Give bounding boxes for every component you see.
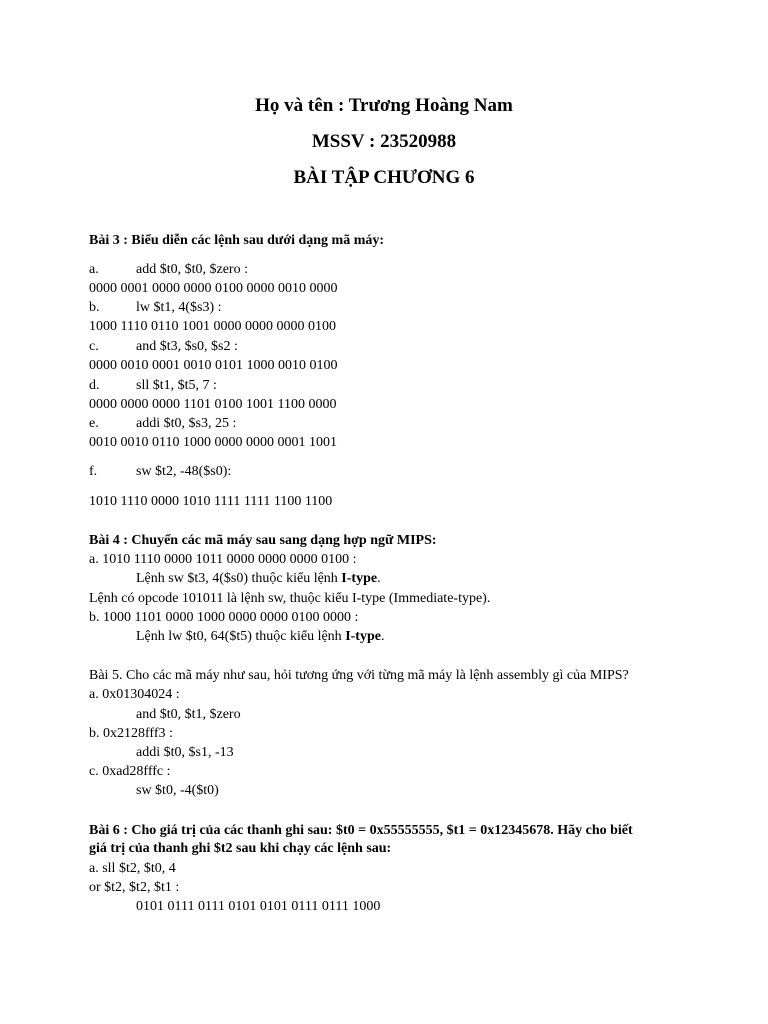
bai3-item-f: f. sw $t2, -48($s0): bbox=[89, 464, 232, 479]
bai6-line-a: a. sll $t2, $t0, 4 bbox=[89, 861, 176, 876]
bai3-code-d: 0000 0000 0000 1101 0100 1001 1100 0000 bbox=[89, 397, 337, 412]
bai5-code-a: a. 0x01304024 : bbox=[89, 687, 180, 702]
bai6-line-or: or $t2, $t2, $t1 : bbox=[89, 880, 180, 895]
student-name: Họ và tên : Trương Hoàng Nam bbox=[255, 95, 513, 116]
bai6-heading-line2: giá trị của thanh ghi $t2 sau khi chạy các lệnh sau: bbox=[89, 841, 392, 856]
bai3-item-b: b. lw $t1, 4($s3) : bbox=[89, 300, 222, 315]
student-id: MSSV : 23520988 bbox=[311, 131, 457, 152]
bai6-heading-line1: Bài 6 : Cho giá trị của các thanh ghi sau: $t0 = 0x55555555, $t1 = 0x12345678. Hãy cho biết bbox=[89, 823, 633, 838]
bai4-heading: Bài 4 : Chuyển các mã máy sau sang dạng hợp ngữ MIPS: bbox=[89, 533, 437, 548]
bai4-answer-b: Lệnh lw $t0, 64($t5) thuộc kiểu lệnh I-type. bbox=[136, 629, 385, 644]
bai5-heading: Bài 5. Cho các mã máy như sau, hỏi tương ứng với từng mã máy là lệnh assembly gì của MIPS? bbox=[89, 668, 629, 683]
bai5-answer-a: and $t0, $t1, $zero bbox=[136, 707, 241, 722]
bai6-result: 0101 0111 0111 0101 0101 0111 0111 1000 bbox=[136, 899, 381, 914]
bai3-code-b: 1000 1110 0110 1001 0000 0000 0000 0100 bbox=[89, 319, 336, 334]
bai3-item-d: d. sll $t1, $t5, 7 : bbox=[89, 378, 217, 393]
bai5-code-c: c. 0xad28fffc : bbox=[89, 764, 171, 779]
bai3-item-a: a. add $t0, $t0, $zero : bbox=[89, 262, 248, 277]
bai4-code-b: b. 1000 1101 0000 1000 0000 0000 0100 0000 : bbox=[89, 610, 359, 625]
bai4-note-a: Lệnh có opcode 101011 là lệnh sw, thuộc kiểu I-type (Immediate-type). bbox=[89, 591, 491, 606]
bai3-code-f: 1010 1110 0000 1010 1111 1111 1100 1100 bbox=[89, 494, 333, 509]
bai5-answer-c: sw $t0, -4($t0) bbox=[136, 783, 219, 798]
bai3-item-c: c. and $t3, $s0, $s2 : bbox=[89, 339, 238, 354]
bai3-code-c: 0000 0010 0001 0010 0101 1000 0010 0100 bbox=[89, 358, 338, 373]
bai4-answer-a: Lệnh sw $t3, 4($s0) thuộc kiểu lệnh I-type. bbox=[136, 571, 381, 586]
bai3-code-a: 0000 0001 0000 0000 0100 0000 0010 0000 bbox=[89, 281, 338, 296]
bai3-item-e: e. addi $t0, $s3, 25 : bbox=[89, 416, 237, 431]
bai5-code-b: b. 0x2128fff3 : bbox=[89, 726, 173, 741]
bai3-code-e: 0010 0010 0110 1000 0000 0000 0001 1001 bbox=[89, 435, 337, 450]
bai4-code-a: a. 1010 1110 0000 1011 0000 0000 0000 0100 : bbox=[89, 552, 357, 567]
chapter-title: BÀI TẬP CHƯƠNG 6 bbox=[293, 167, 475, 188]
bai3-heading: Bài 3 : Biểu diễn các lệnh sau dưới dạng mã máy: bbox=[89, 233, 385, 248]
bai5-answer-b: addi $t0, $s1, -13 bbox=[136, 745, 234, 760]
